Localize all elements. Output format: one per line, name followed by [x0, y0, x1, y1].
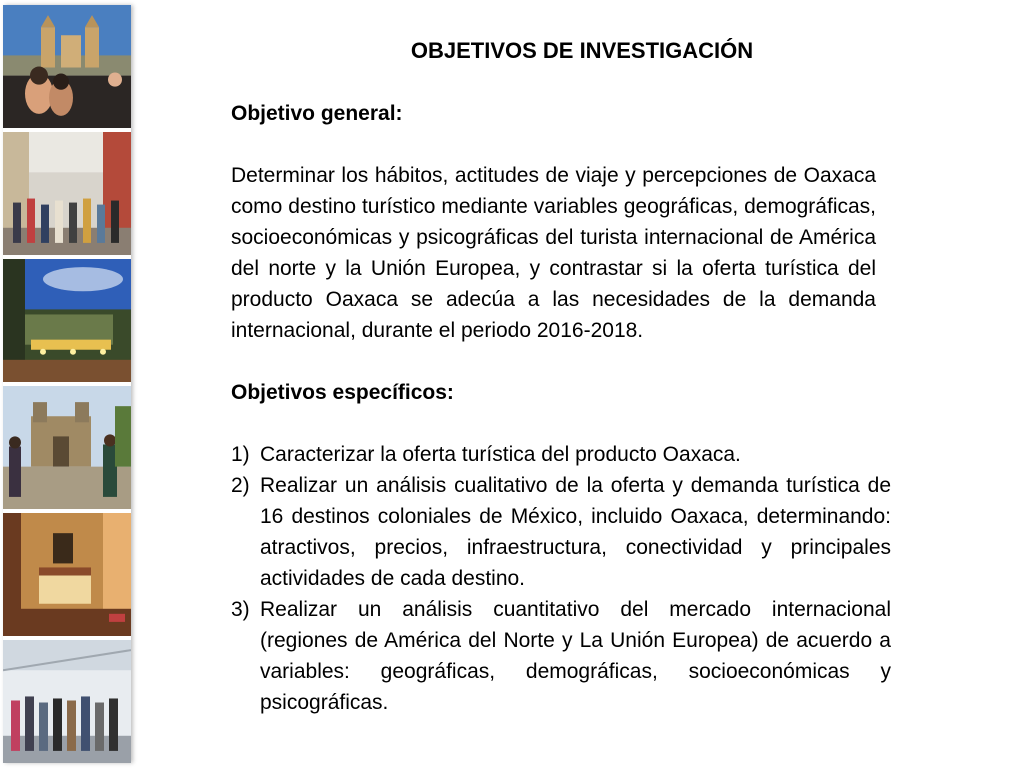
- photo-airport-travelers: [3, 640, 131, 763]
- photo-terrace-evening: [3, 259, 131, 382]
- photo-church-plaza: [3, 386, 131, 509]
- list-item-number: 2): [231, 474, 250, 497]
- specific-objectives-heading: Objetivos específicos:: [231, 381, 454, 404]
- photo-hotel-room: [3, 513, 131, 636]
- list-item-text: Realizar un análisis cualitativo de la oferta y demanda turística de 16 destinos coloniales de México, incluido Oaxaca, determinando: atractivos, precios, infraestructura, conectividad y principales actividades de cada destino.: [260, 474, 891, 590]
- general-objective-text: Determinar los hábitos, actitudes de viaje y percepciones de Oaxaca como destino turístico mediante variables geográficas, demográficas, socioeconómicas y psicográficas del turista internacional de América del norte y la Unión Europea, y contrastar si la oferta turística del producto Oaxaca se adecúa a las necesidades de la demanda internacional, durante el periodo 2016-2018.: [231, 164, 876, 342]
- list-item-text: Realizar un análisis cuantitativo del mercado internacional (regiones de América del Norte y La Unión Europea) de acuerdo a variables: geográficas, demográficas, socioeconómicas y psicográficas.: [260, 598, 891, 714]
- general-objective-heading: Objetivo general:: [231, 102, 403, 125]
- photo-strip: [3, 5, 131, 763]
- list-item: [231, 470, 891, 594]
- list-item-number: 1): [231, 443, 250, 466]
- list-item-number: 3): [231, 598, 250, 621]
- specific-objectives-list: [231, 439, 891, 718]
- slide-content: [231, 98, 891, 718]
- photo-cathedral-pool: [3, 5, 131, 128]
- photo-street-crowd: [3, 132, 131, 255]
- list-item-text: Caracterizar la oferta turística del producto Oaxaca.: [260, 443, 741, 466]
- list-item: [231, 439, 891, 470]
- page-title: OBJETIVOS DE INVESTIGACIÓN: [410, 38, 754, 63]
- list-item: [231, 594, 891, 718]
